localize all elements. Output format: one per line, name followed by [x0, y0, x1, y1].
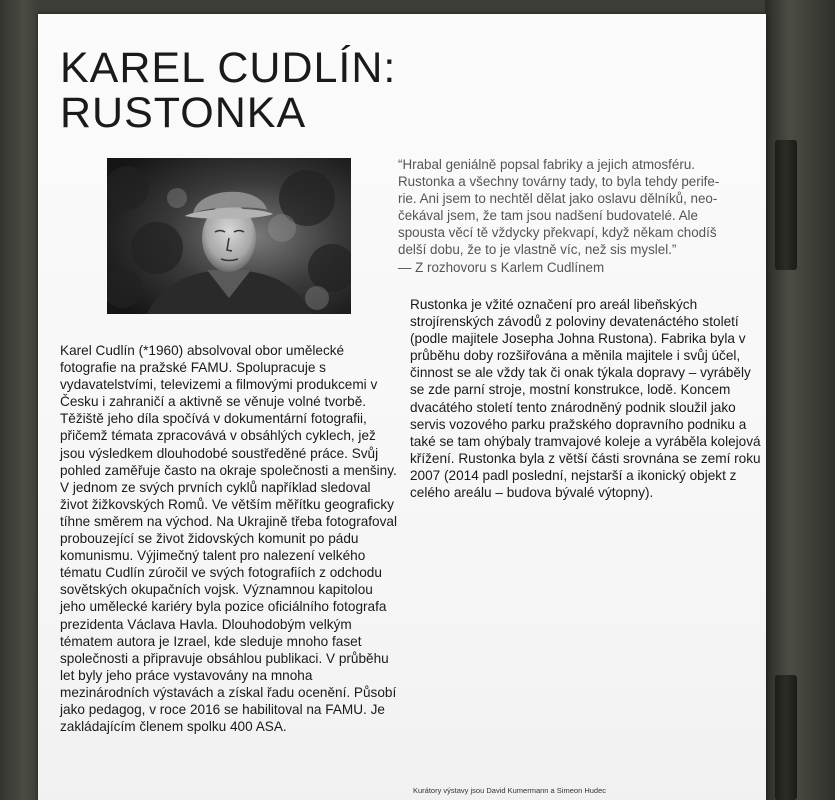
quote-line: čekával jsem, že tam jsou nadšení budovatelé. Ale	[398, 208, 698, 224]
title-line-2: RUSTONKA	[60, 89, 307, 137]
frame-top	[0, 0, 835, 14]
frame-left	[0, 0, 40, 800]
portrait-photo-icon	[107, 158, 351, 314]
quote-attribution: — Z rozhovoru s Karlem Cudlínem	[398, 259, 605, 275]
portrait-photo	[107, 158, 351, 314]
rustonka-paragraph: Rustonka je vžité označení pro areál libeňských strojírenských závodů z poloviny devatenáctého století (podle majitele Josepha Johna Rustona). Fabrika byla v průběhu doby rozšiřována a měnila majitele i svůj účel, činnost se ale vždy tak či onak týkala dopravy – vyráběly se zde parní stroje, mostní konstrukce, lodě. Koncem dvacátého století tento znárodněný podnik sloužil jako servis vozového parku pražského dopravního podniku a také se tam ohýbaly tramvajové koleje a vyráběla kolejová křížení. Rustonka byla z větší části srovnána se zemí roku 2007 (2014 padl poslední, nejstarší a ikonický objekt z celého areálu – budova bývalé výtopny).	[410, 297, 761, 501]
title-line-1: KAREL CUDLÍN:	[60, 44, 397, 92]
quote-line: delší dobu, že to je vlastně víc, než sis myslel.”	[398, 242, 677, 258]
exhibition-panel	[38, 14, 766, 800]
mounting-clip-lower	[775, 675, 797, 800]
curators-credit: Kurátory výstavy jsou David Kumermann a Simeon Hudec	[413, 786, 607, 795]
quote-block	[398, 156, 768, 276]
quote-line: spousta věcí tě vždycky překvapí, když někam chodíš	[398, 225, 717, 241]
quote-line: Rustonka a všechny továrny tady, to byla tehdy perife-	[398, 174, 720, 190]
bio-paragraph: Karel Cudlín (*1960) absolvoval obor umělecké fotografie na pražské FAMU. Spolupracuje s vydavatelstvími, televizemi a filmovými produkcemi v Česku i zahraničí a aktivně se věnuje volné tvorbě. Těžiště jeho díla spočívá v dokumentární fotografii, přičemž témata zpracovává v obsáhlých cyklech, jež jsou výsledkem dlouhodobé soustředěné práce. Svůj pohled zaměřuje často na okraje společnosti a menšiny. V jednom ze svých prvních cyklů například sledoval život žižkovských Romů. Ve větším měřítku geograficky tíhne směrem na východ. Na Ukrajině třeba fotografoval probouzející se život židovských komunit po pádu komunismu. Výjimečný talent pro nalezení velkého tématu Cudlín zúročil ve svých fotografiích z odchodu sovětských okupačních vojsk. Významnou kapitolou jeho umělecké kariéry byla pozice oficiálního fotografa prezidenta Václava Havla. Dlouhodobým velkým tématem autora je Izrael, kde sleduje mnoho faset společnosti a připravuje obsáhlou publikaci. V průběhu let byly jeho práce vystavovány na mnoha mezinárodních výstavách a získal řadu ocenění. Působí jako pedagog, v roce 2016 se habilitoval na FAMU. Je zakládajícím členem spolku 400 ASA.	[60, 343, 397, 735]
quote-line: “Hrabal geniálně popsal fabriky a jejich atmosféru.	[398, 157, 695, 172]
quote-line: rie. Ani jsem to nechtěl dělat jako oslavu dělníků, neo-	[398, 191, 718, 207]
mounting-clip-upper	[775, 140, 797, 270]
panel-title	[60, 46, 480, 136]
